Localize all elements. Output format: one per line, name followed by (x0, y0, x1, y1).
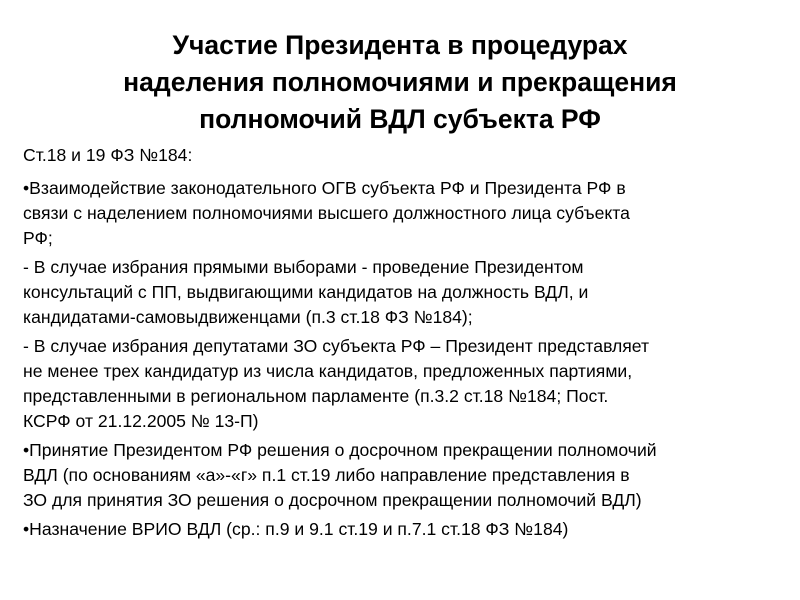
paragraph-line: не менее трех кандидатур из числа кандидатов, предложенных партиями, (23, 361, 633, 381)
paragraph-early-termination (23, 438, 783, 513)
paragraph-line: - В случае избрания депутатами ЗО субъекта РФ – Президент представляет (23, 336, 650, 356)
title-line: полномочий ВДЛ субъекта РФ (199, 104, 601, 134)
paragraph-line: Ст.18 и 19 ФЗ №184: (23, 145, 193, 165)
paragraph-line: КСРФ от 21.12.2005 № 13-П) (23, 411, 259, 431)
paragraph-acting-appointment (23, 517, 783, 542)
paragraph-line: консультаций с ПП, выдвигающими кандидатов на должность ВДЛ, и (23, 282, 589, 302)
title-line: Участие Президента в процедурах (172, 30, 628, 60)
paragraph-line: •Назначение ВРИО ВДЛ (ср.: п.9 и 9.1 ст.19 и п.7.1 ст.18 ФЗ №184) (23, 519, 569, 539)
slide-body (23, 143, 783, 546)
paragraph-line: ВДЛ (по основаниям «а»-«г» п.1 ст.19 либо направление представления в (23, 465, 630, 485)
paragraph-line: кандидатами-самовыдвиженцами (п.3 ст.18 ФЗ №184); (23, 307, 473, 327)
paragraph-interaction (23, 176, 783, 251)
paragraph-line: •Принятие Президентом РФ решения о досрочном прекращении полномочий (23, 440, 657, 460)
paragraph-deputies-election (23, 334, 783, 434)
paragraph-legal-basis (23, 143, 783, 168)
paragraph-line: РФ; (23, 228, 53, 248)
paragraph-line: связи с наделением полномочиями высшего должностного лица субъекта (23, 203, 630, 223)
paragraph-direct-elections (23, 255, 783, 330)
slide-title (40, 27, 760, 138)
paragraph-line: представленными в региональном парламенте (п.3.2 ст.18 №184; Пост. (23, 386, 609, 406)
paragraph-line: •Взаимодействие законодательного ОГВ субъекта РФ и Президента РФ в (23, 178, 626, 198)
paragraph-line: ЗО для принятия ЗО решения о досрочном прекращении полномочий ВДЛ) (23, 490, 642, 510)
paragraph-line: - В случае избрания прямыми выборами - проведение Президентом (23, 257, 584, 277)
title-line: наделения полномочиями и прекращения (123, 67, 677, 97)
